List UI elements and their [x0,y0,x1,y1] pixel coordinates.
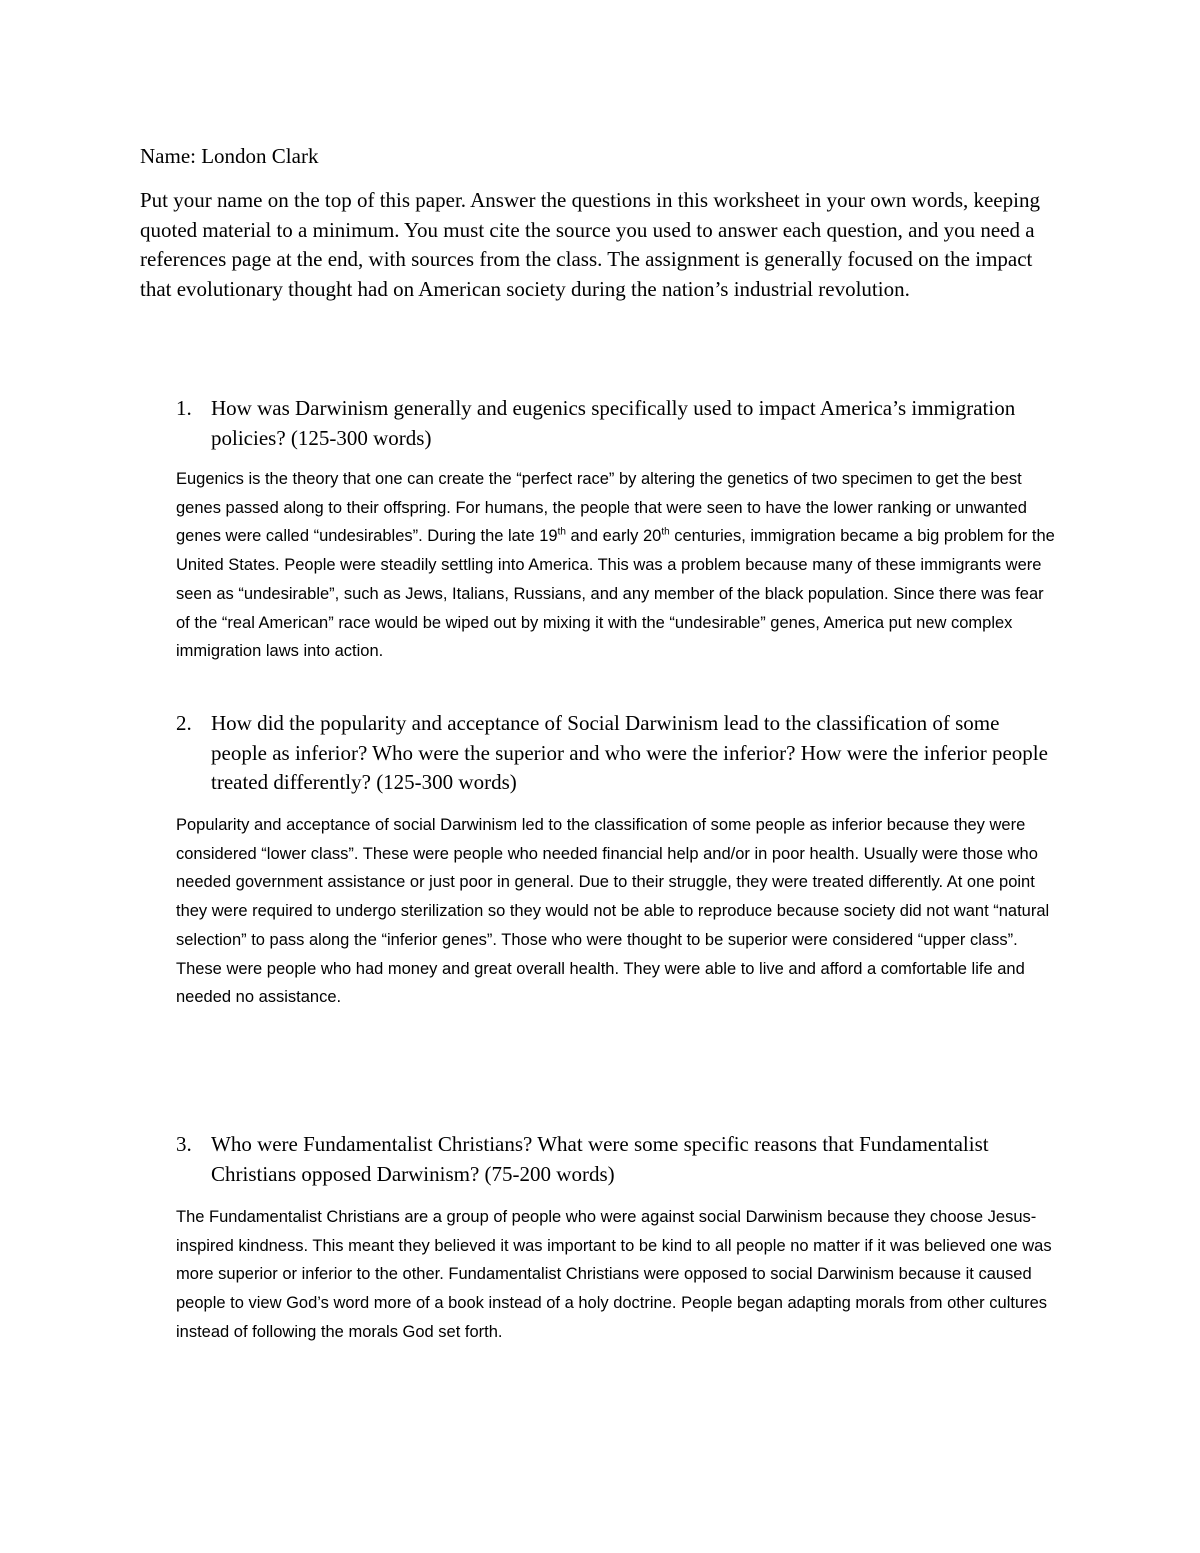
question-1 [176,394,1056,453]
question-number: 3. [176,1132,192,1156]
question-number: 1. [176,396,192,420]
question-number: 2. [176,711,192,735]
assignment-instructions: Put your name on the top of this paper. Answer the questions in this worksheet in your own words, keeping quoted material to a minimum. You must cite the source you used to answer each question, and you need a references page at the end, with sources from the class. The assignment is generally focused on the impact that evolutionary thought had on American society during the nation’s industrial revolution. [140,188,1040,301]
superscript-ordinal: th [661,526,670,538]
question-2 [176,709,1056,798]
student-name-line: Name: London Clark [140,144,319,168]
superscript-ordinal: th [557,526,566,538]
question-text: How was Darwinism generally and eugenics specifically used to impact America’s immigration policies? (125-300 words) [211,396,1016,450]
answer-text: centuries, immigration became a big problem for the United States. People were steadily settling into America. This was a problem because many of these immigrants were seen as “undesirable”, such as Jews, Italians, Russians, and any member of the black population. Since there was fear of the “real American” race would be wiped out by mixing it with the “undesirable” genes, America put new complex immigration laws into action. [176,527,1055,661]
question-text: How did the popularity and acceptance of Social Darwinism lead to the classification of some people as inferior? Who were the superior and who were the inferior? How were the inferior people treated differently? (125-300 words) [211,711,1048,794]
answer-text: Eugenics is the theory that one can create the “perfect race” by altering the genetics of two specimen to get the best genes passed along to their offspring. For humans, the people that were seen to have the lower ranking or unwanted genes were called “undesirables”. During the late 19 [176,470,1027,546]
answer-1 [176,465,1061,666]
question-3 [176,1130,1056,1189]
answer-3: The Fundamentalist Christians are a group of people who were against social Darwinism because they choose Jesus-inspired kindness. This meant they believed it was important to be kind to all people no matter if it was believed one was more superior or inferior to the other. Fundamentalist Christians were opposed to social Darwinism because it caused people to view God’s word more of a book instead of a holy doctrine. People began adapting morals from other cultures instead of following the morals God set forth. [176,1208,1052,1341]
answer-text: and early 20 [565,527,662,546]
answer-2: Popularity and acceptance of social Darwinism led to the classification of some people as inferior because they were considered “lower class”. These were people who needed financial help and/or in poor health. Usually were those who needed government assistance or just poor in general. Due to their struggle, they were treated differently. At one point they were required to undergo sterilization so they would not be able to reproduce because society did not want “natural selection” to pass along the “inferior genes”. Those who were thought to be superior were considered “upper class”. These were people who had money and great overall health. They were able to live and afford a comfortable life and needed no assistance. [176,816,1050,1007]
question-text: Who were Fundamentalist Christians? What were some specific reasons that Fundamentalist Christians opposed Darwinism? (75-200 words) [211,1132,989,1186]
